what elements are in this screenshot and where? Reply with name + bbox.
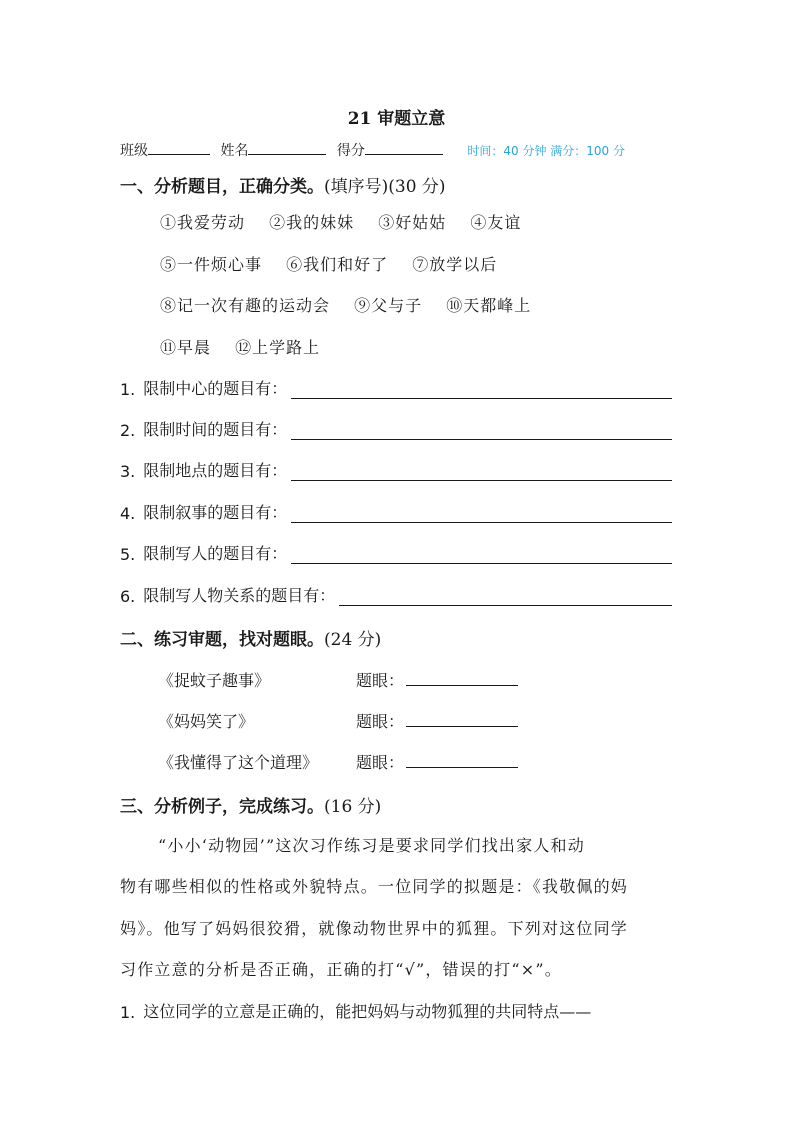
question-number: 5. xyxy=(120,545,136,564)
essay-title: 《妈妈笑了》 xyxy=(158,712,255,731)
question-1-4 xyxy=(120,500,672,523)
question-text: 限制地点的题目有： xyxy=(143,461,288,480)
section1-points: (填序号)(30 分) xyxy=(324,177,446,197)
question-text: 这位同学的立意是正确的，能把妈妈与动物狐狸的共同特点—— xyxy=(143,1002,592,1021)
option-item: ②我的妹妹 xyxy=(269,213,355,232)
question-1-5 xyxy=(120,541,672,564)
section1-heading xyxy=(120,172,446,197)
option-item: ⑤一件烦心事 xyxy=(160,255,263,274)
question-1-6 xyxy=(120,583,672,606)
time-info: 时间：40 分钟 满分：100 分 xyxy=(467,144,625,158)
options-row-3 xyxy=(160,293,549,316)
tiyan-answer-line[interactable] xyxy=(406,669,518,686)
answer-line[interactable] xyxy=(291,502,672,523)
question-1-2 xyxy=(120,417,672,440)
question-3-1 xyxy=(120,999,680,1022)
tiyan-label: 题眼： xyxy=(356,753,405,772)
tiyan-item-2 xyxy=(158,709,518,732)
section2-heading xyxy=(120,625,381,650)
question-1-3 xyxy=(120,458,672,481)
question-text: 限制叙事的题目有： xyxy=(143,503,288,522)
section3-heading xyxy=(120,792,381,817)
question-text: 限制写人的题目有： xyxy=(143,544,288,563)
tiyan-answer-line[interactable] xyxy=(406,710,518,727)
question-text: 限制写人物关系的题目有： xyxy=(143,586,336,605)
section3-points: (16 分) xyxy=(324,797,382,817)
tiyan-label: 题眼： xyxy=(356,671,405,690)
option-item: ④友谊 xyxy=(470,213,522,232)
section2-points: (24 分) xyxy=(324,630,382,650)
paragraph-line-4: 习作立意的分析是否正确，正确的打“√”，错误的打“×”。 xyxy=(120,960,562,979)
essay-title: 《捉蚊子趣事》 xyxy=(158,671,271,690)
question-number: 1. xyxy=(120,1003,136,1022)
question-text: 限制时间的题目有： xyxy=(143,420,288,439)
tiyan-item-1 xyxy=(158,668,518,691)
option-item: ⑥我们和好了 xyxy=(286,255,389,274)
question-number: 4. xyxy=(120,504,136,523)
answer-line[interactable] xyxy=(291,378,672,399)
option-item: ⑨父与子 xyxy=(354,296,423,315)
class-label: 班级 xyxy=(120,143,148,159)
page-title: 21 审题立意 xyxy=(347,109,446,129)
paragraph-line-1: “小小‘动物园’”这次习作练习是要求同学们找出家人和动 xyxy=(158,836,585,855)
tiyan-item-3 xyxy=(158,750,518,773)
option-item: ⑫上学路上 xyxy=(235,338,321,357)
option-item: ⑩天都峰上 xyxy=(446,296,532,315)
option-item: ⑧记一次有趣的运动会 xyxy=(160,296,331,315)
question-number: 6. xyxy=(120,587,136,606)
answer-line[interactable] xyxy=(291,543,672,564)
name-label: 姓名 xyxy=(220,143,249,159)
paragraph-line-3: 妈》。他写了妈妈很狡猾，就像动物世界中的狐狸。下列对这位同学 xyxy=(120,919,629,938)
options-row-4 xyxy=(160,335,338,358)
answer-line[interactable] xyxy=(339,585,672,606)
option-item: ③好姑姑 xyxy=(378,213,447,232)
tiyan-label: 题眼： xyxy=(356,712,405,731)
question-number: 3. xyxy=(120,462,136,481)
options-row-1 xyxy=(160,210,539,233)
question-1-1 xyxy=(120,376,672,399)
section1-title: 一、分析题目，正确分类。 xyxy=(120,177,324,197)
options-row-2 xyxy=(160,252,515,275)
question-number: 2. xyxy=(120,421,136,440)
score-label: 得分 xyxy=(336,143,365,159)
section3-title: 三、分析例子，完成练习。 xyxy=(120,797,324,817)
tiyan-answer-line[interactable] xyxy=(406,751,518,768)
score-field[interactable] xyxy=(365,140,443,155)
option-item: ①我爱劳动 xyxy=(160,213,246,232)
class-field[interactable] xyxy=(148,140,210,155)
info-line xyxy=(120,140,625,160)
option-item: ⑪早晨 xyxy=(160,338,212,357)
section2-title: 二、练习审题，找对题眼。 xyxy=(120,630,324,650)
answer-line[interactable] xyxy=(291,419,672,440)
option-item: ⑦放学以后 xyxy=(412,255,498,274)
question-text: 限制中心的题目有： xyxy=(143,379,288,398)
question-number: 1. xyxy=(120,380,136,399)
answer-line[interactable] xyxy=(291,460,672,481)
paragraph-line-2: 物有哪些相似的性格或外貌特点。一位同学的拟题是：《我敬佩的妈 xyxy=(120,877,629,896)
essay-title: 《我懂得了这个道理》 xyxy=(158,753,319,772)
name-field[interactable] xyxy=(248,140,326,155)
